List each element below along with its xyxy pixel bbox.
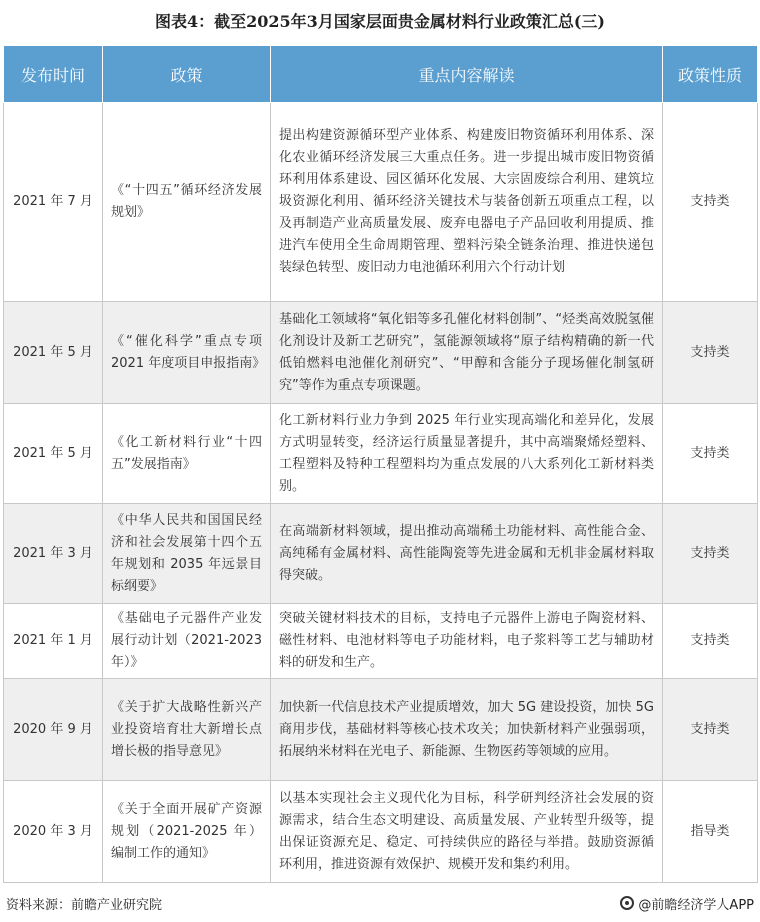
cell-content: 突破关键材料技术的目标，支持电子元器件上游电子陶瓷材料、磁性材料、电池材料等电子功能材料，电子浆料等工艺与辅助材料的研发和生产。 [271,604,663,679]
header-policy: 政策 [103,46,271,103]
header-date: 发布时间 [4,46,103,103]
cell-content: 以基本实现社会主义现代化为目标，科学研判经济社会发展的资源需求，结合生态文明建设、高质量发展、产业转型升级等，提出保证资源充足、稳定、可持续供应的路径与举措。鼓励资源循环利用，推进资源有效保护、规模开发和集约利用。 [271,781,663,883]
cell-type: 支持类 [663,679,758,781]
source-note: 资料来源：前瞻产业研究院 [6,897,163,913]
table-row [4,404,758,504]
cell-date: 2021 年 7 月 [4,103,103,302]
table-row [4,504,758,604]
brand-logo-icon [620,896,634,910]
cell-type: 支持类 [663,504,758,604]
cell-content: 化工新材料行业力争到 2025 年行业实现高端化和差异化，发展方式明显转变，经济运行质量显著提升，其中高端聚烯烃塑料、工程塑料及特种工程塑料均为重点发展的八大系列化工新材料类别。 [271,404,663,504]
chart-title: 图表4：截至2025年3月国家层面贵金属材料行业政策汇总(三) [155,11,605,31]
brand-label: @前瞻经济学人APP [638,897,754,913]
table-row [4,679,758,781]
table-row [4,302,758,404]
cell-date: 2021 年 1 月 [4,604,103,679]
table-header-row [4,46,758,103]
cell-type: 指导类 [663,781,758,883]
cell-policy: 《中华人民共和国国民经济和社会发展第十四个五年规划和 2035 年远景目标纲要》 [103,504,271,604]
cell-type: 支持类 [663,404,758,504]
cell-date: 2021 年 5 月 [4,404,103,504]
footer [0,888,760,918]
cell-policy: 《关于全面开展矿产资源规划（2021-2025 年）编制工作的通知》 [103,781,271,883]
cell-date: 2021 年 3 月 [4,504,103,604]
cell-policy: 《化工新材料行业“十四五”发展指南》 [103,404,271,504]
cell-content: 加快新一代信息技术产业提质增效，加大 5G 建设投资，加快 5G 商用步伐，基础材料等核心技术攻关；加快新材料产业强弱项，拓展纳米材料在光电子、新能源、生物医药等领域的应用。 [271,679,663,781]
cell-policy: 《“十四五”循环经济发展规划》 [103,103,271,302]
policy-table [3,45,758,883]
cell-date: 2020 年 3 月 [4,781,103,883]
cell-type: 支持类 [663,604,758,679]
cell-content: 基础化工领域将“氧化铝等多孔催化材料创制”、“烃类高效脱氢催化剂设计及新工艺研究”，氢能源领域将“原子结构精确的新一代低铂燃料电池催化剂研究”、“甲醇和含能分子现场催化制氢研究”等作为重点专项课题。 [271,302,663,404]
table-row [4,103,758,302]
table-row [4,604,758,679]
table-row [4,781,758,883]
cell-policy: 《基础电子元器件产业发展行动计划（2021-2023 年）》 [103,604,271,679]
brand-credit [620,894,754,913]
cell-content: 在高端新材料领域，提出推动高端稀土功能材料、高性能合金、高纯稀有金属材料、高性能陶瓷等先进金属和无机非金属材料取得突破。 [271,504,663,604]
cell-policy: 《关于扩大战略性新兴产业投资培育壮大新增长点增长极的指导意见》 [103,679,271,781]
header-type: 政策性质 [663,46,758,103]
cell-content: 提出构建资源循环型产业体系、构建废旧物资循环利用体系、深化农业循环经济发展三大重点任务。进一步提出城市废旧物资循环利用体系建设、园区循环化发展、大宗固废综合利用、建筑垃圾资源化利用、循环经济关键技术与装备创新五项重点工程，以及再制造产业高质量发展、废弃电器电子产品回收利用提质、推进汽车使用全生命周期管理、塑料污染全链条治理、推进快递包装绿色转型、废旧动力电池循环利用六个行动计划 [271,103,663,302]
header-content: 重点内容解读 [271,46,663,103]
cell-policy: 《“催化科学”重点专项 2021 年度项目申报指南》 [103,302,271,404]
cell-type: 支持类 [663,103,758,302]
cell-date: 2020 年 9 月 [4,679,103,781]
cell-type: 支持类 [663,302,758,404]
cell-date: 2021 年 5 月 [4,302,103,404]
